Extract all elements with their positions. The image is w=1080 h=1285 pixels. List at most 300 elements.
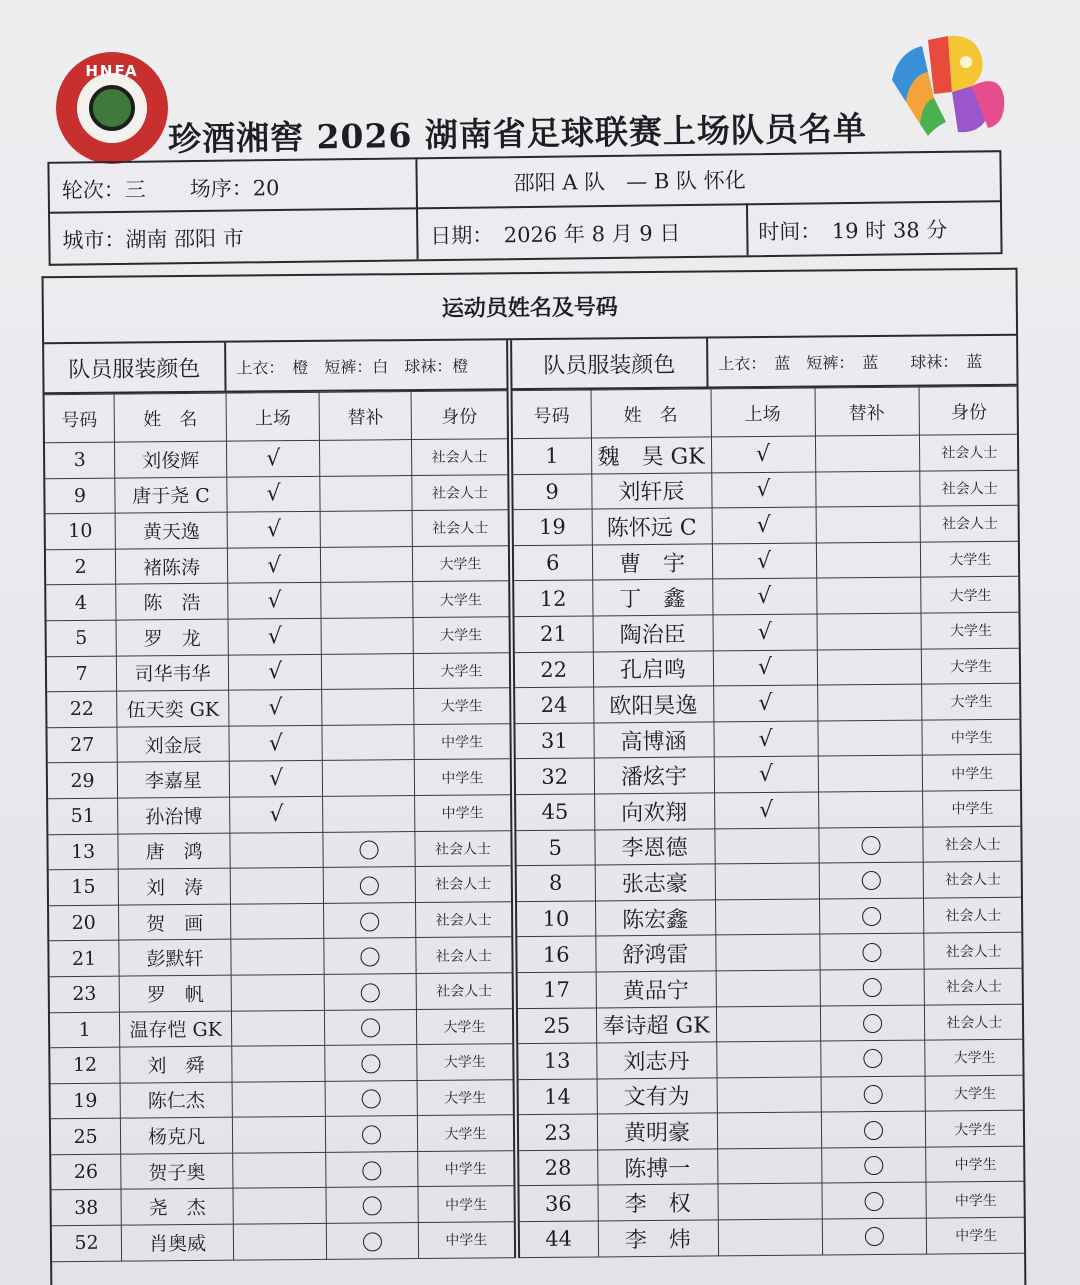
player-number: 2 — [46, 549, 116, 585]
substitute-mark-cell — [815, 471, 919, 507]
player-row — [50, 1008, 512, 1048]
circle-mark-icon — [862, 978, 881, 997]
circle-mark-icon — [863, 1049, 882, 1068]
circle-mark-icon — [863, 1121, 882, 1140]
player-row — [513, 470, 1019, 510]
team-b-header-row — [513, 386, 1019, 438]
player-status: 社会人士 — [415, 866, 511, 902]
player-row — [47, 688, 509, 728]
player-row — [516, 790, 1022, 830]
player-name: 肖奥威 — [121, 1224, 233, 1261]
substitute-mark-cell — [820, 1005, 924, 1041]
starter-check-cell — [231, 974, 325, 1010]
player-row — [516, 826, 1022, 866]
player-name: 陈怀远 C — [592, 508, 712, 545]
starter-check-cell — [715, 899, 819, 935]
player-status: 社会人士 — [416, 937, 512, 973]
starter-check-cell — [712, 578, 816, 614]
circle-mark-icon — [363, 1197, 382, 1216]
time-label: 时间： 19 时 38 分 — [758, 217, 948, 245]
player-status: 社会人士 — [416, 973, 512, 1009]
player-number: 25 — [518, 1007, 596, 1043]
player-status: 大学生 — [417, 1079, 513, 1115]
player-row — [519, 1075, 1025, 1115]
player-row — [515, 612, 1021, 652]
player-number: 44 — [520, 1221, 598, 1257]
circle-mark-icon — [360, 912, 379, 931]
player-name: 刘俊辉 — [115, 441, 227, 478]
date-label: 日期： 2026 年 8 月 9 日 — [430, 221, 681, 249]
player-status: 中学生 — [414, 795, 510, 831]
player-number: 22 — [515, 652, 593, 688]
player-row — [49, 937, 511, 977]
circle-mark-icon — [863, 1085, 882, 1104]
player-number: 9 — [513, 474, 591, 510]
substitute-mark-cell — [324, 938, 416, 974]
player-status: 社会人士 — [412, 474, 508, 510]
checkmark-icon: √ — [266, 445, 281, 472]
substitute-mark-cell — [818, 827, 922, 863]
circle-mark-icon — [862, 907, 881, 926]
player-number: 9 — [45, 478, 115, 514]
starter-check-cell — [712, 507, 816, 543]
checkmark-icon: √ — [757, 619, 772, 645]
substitute-mark-cell — [320, 511, 412, 547]
starter-check-cell — [713, 614, 817, 651]
starter-check-cell — [712, 543, 816, 579]
checkmark-icon: √ — [266, 517, 282, 543]
circle-mark-icon — [862, 1014, 881, 1033]
player-name: 刘 舜 — [120, 1046, 232, 1083]
checkmark-icon: √ — [268, 695, 283, 721]
checkmark-icon: √ — [266, 481, 281, 507]
player-row — [47, 617, 509, 657]
player-number: 12 — [514, 580, 592, 616]
player-status: 社会人士 — [920, 505, 1020, 541]
circle-mark-icon — [864, 1192, 883, 1211]
player-status: 大学生 — [920, 577, 1020, 613]
player-name: 彭默轩 — [119, 939, 231, 976]
starter-check-cell — [716, 1006, 820, 1042]
player-name: 魏 昊 GK — [591, 437, 711, 474]
page-title: 珍酒湘窖 2026 湖南省足球联赛上场队员名单 — [167, 108, 868, 159]
substitute-mark-cell — [325, 1045, 417, 1081]
checkmark-icon: √ — [759, 797, 774, 823]
team-a-roster — [44, 340, 516, 1262]
checkmark-icon: √ — [267, 623, 282, 650]
player-number: 13 — [48, 834, 118, 870]
player-status: 社会人士 — [923, 933, 1023, 969]
player-row — [46, 545, 508, 585]
col-number: 号码 — [45, 394, 115, 443]
substitute-mark-cell — [321, 618, 413, 654]
player-name: 高博涵 — [593, 722, 713, 759]
player-row — [52, 1222, 514, 1262]
starter-check-cell — [229, 761, 323, 797]
substitute-mark-cell — [325, 1009, 417, 1045]
roster-section-title: 运动员姓名及号码 — [44, 270, 1017, 344]
substitute-mark-cell — [817, 649, 921, 685]
player-row — [518, 1039, 1024, 1079]
player-row — [49, 901, 511, 941]
player-number: 28 — [519, 1150, 597, 1186]
substitute-mark-cell — [821, 1147, 925, 1184]
player-row — [514, 541, 1020, 581]
substitute-mark-cell — [322, 653, 414, 689]
starter-check-cell — [230, 903, 324, 939]
player-status: 大学生 — [413, 581, 509, 617]
player-number: 29 — [48, 762, 118, 798]
player-number: 25 — [51, 1118, 121, 1154]
circle-mark-icon — [363, 1232, 382, 1251]
player-row — [519, 1146, 1025, 1186]
substitute-mark-cell — [817, 720, 921, 757]
player-status: 大学生 — [412, 545, 508, 581]
circle-mark-icon — [361, 983, 380, 1002]
player-row — [517, 897, 1023, 937]
player-name: 陈搏一 — [597, 1149, 717, 1186]
football-icon — [89, 85, 135, 131]
starter-check-cell — [227, 512, 321, 548]
player-name: 贺子奥 — [121, 1153, 233, 1190]
player-status: 中学生 — [925, 1146, 1025, 1182]
substitute-mark-cell — [327, 1223, 419, 1259]
player-name: 李嘉星 — [117, 762, 229, 799]
player-number: 21 — [49, 940, 119, 976]
player-number: 10 — [517, 901, 595, 937]
checkmark-icon: √ — [268, 766, 284, 792]
starter-check-cell — [232, 1081, 326, 1117]
col-number: 号码 — [513, 390, 591, 439]
substitute-mark-cell — [816, 506, 920, 542]
circle-mark-icon — [360, 876, 379, 895]
player-row — [514, 577, 1020, 617]
player-number: 21 — [515, 616, 593, 652]
starter-check-cell — [713, 721, 817, 757]
player-row — [45, 439, 507, 479]
player-number: 24 — [515, 687, 593, 723]
substitute-mark-cell — [321, 546, 413, 582]
player-status: 中学生 — [925, 1182, 1025, 1218]
player-name: 李 权 — [597, 1184, 717, 1221]
checkmark-icon: √ — [267, 552, 282, 578]
player-row — [46, 581, 508, 621]
team-b-kit-colors: 上衣： 蓝 短裤： 蓝 球袜： 蓝 — [718, 351, 983, 373]
team-a-kit-row — [44, 340, 506, 394]
substitute-mark-cell — [324, 902, 416, 938]
player-status: 中学生 — [418, 1151, 514, 1187]
player-number: 45 — [516, 794, 594, 830]
starter-check-cell — [232, 1045, 326, 1081]
starter-check-cell — [231, 939, 325, 975]
player-name: 贺 画 — [119, 904, 231, 941]
team-b-table — [513, 386, 1027, 1258]
player-number: 52 — [52, 1225, 122, 1261]
player-name: 李 炜 — [598, 1220, 718, 1257]
player-number: 32 — [516, 758, 594, 794]
player-number: 19 — [514, 509, 592, 545]
player-name: 舒鸿雷 — [595, 935, 715, 972]
player-row — [45, 474, 507, 514]
circle-mark-icon — [861, 836, 880, 855]
team-b-roster — [510, 336, 1026, 1258]
player-status: 社会人士 — [919, 434, 1019, 470]
player-name: 潘炫宇 — [594, 757, 714, 794]
player-status: 中学生 — [926, 1217, 1026, 1253]
player-row — [47, 652, 509, 692]
checkmark-icon: √ — [757, 584, 772, 610]
substitute-mark-cell — [324, 867, 416, 903]
col-name: 姓 名 — [591, 389, 711, 438]
starter-check-cell — [714, 756, 818, 792]
starter-check-cell — [718, 1219, 822, 1256]
player-row — [520, 1217, 1026, 1257]
player-number: 51 — [48, 798, 118, 834]
player-status: 社会人士 — [411, 439, 507, 475]
circle-mark-icon — [361, 1019, 380, 1038]
player-status: 社会人士 — [922, 826, 1022, 862]
player-name: 陈宏鑫 — [595, 900, 715, 937]
starter-check-cell — [228, 583, 322, 619]
circle-mark-icon — [864, 1156, 883, 1175]
team-a-kit-colors: 上衣： 橙 短裤：白 球袜：橙 — [236, 356, 469, 378]
substitute-mark-cell — [819, 933, 923, 969]
player-row — [48, 759, 510, 799]
starter-check-cell — [713, 685, 817, 721]
player-status: 大学生 — [925, 1111, 1025, 1147]
starter-check-cell — [714, 828, 818, 864]
association-logo — [56, 52, 168, 164]
player-row — [518, 1004, 1024, 1044]
player-number: 10 — [46, 513, 116, 549]
circle-mark-icon — [361, 1054, 380, 1073]
player-status: 大学生 — [920, 612, 1020, 648]
player-status: 大学生 — [920, 541, 1020, 577]
player-number: 19 — [51, 1083, 121, 1119]
substitute-mark-cell — [820, 1040, 924, 1076]
checkmark-icon: √ — [758, 690, 773, 716]
player-row — [50, 973, 512, 1013]
player-name: 刘轩辰 — [591, 473, 711, 510]
substitute-mark-cell — [321, 582, 413, 618]
checkmark-icon: √ — [756, 512, 771, 539]
player-row — [519, 1111, 1025, 1151]
player-status: 社会人士 — [924, 968, 1024, 1004]
col-starter: 上场 — [226, 392, 320, 441]
player-name: 褚陈涛 — [116, 548, 228, 585]
player-name: 尧 杰 — [121, 1189, 233, 1226]
starter-check-cell — [713, 650, 817, 686]
player-name: 奉诗超 GK — [596, 1006, 716, 1043]
team-b-kit-label: 队员服装颜色 — [512, 338, 708, 388]
col-substitute: 替补 — [319, 392, 411, 441]
player-status: 社会人士 — [924, 1004, 1024, 1040]
player-name: 司华韦华 — [116, 655, 228, 692]
starter-check-cell — [230, 867, 324, 903]
player-number: 8 — [517, 865, 595, 901]
player-name: 伍天奕 GK — [117, 690, 229, 727]
player-row — [50, 1044, 512, 1084]
player-number: 27 — [47, 727, 117, 763]
player-name: 李恩德 — [594, 828, 714, 865]
player-row — [48, 830, 510, 870]
team-a-table — [45, 390, 515, 1262]
checkmark-icon: √ — [755, 441, 771, 467]
player-name: 向欢翔 — [594, 793, 714, 830]
player-name: 张志豪 — [595, 864, 715, 901]
checkmark-icon: √ — [758, 762, 774, 788]
player-number: 17 — [518, 972, 596, 1008]
player-name: 欧阳昊逸 — [593, 686, 713, 723]
player-number: 23 — [50, 976, 120, 1012]
player-status: 社会人士 — [923, 861, 1023, 897]
player-name: 黄天逸 — [115, 512, 227, 549]
player-number: 20 — [49, 905, 119, 941]
player-name: 丁 鑫 — [592, 579, 712, 616]
player-status: 大学生 — [413, 688, 509, 724]
starter-check-cell — [717, 1112, 821, 1149]
player-status: 中学生 — [922, 755, 1022, 791]
circle-mark-icon — [361, 947, 380, 966]
starter-check-cell — [229, 690, 323, 726]
substitute-mark-cell — [322, 724, 414, 760]
player-status: 社会人士 — [415, 830, 511, 866]
substitute-mark-cell — [323, 831, 415, 867]
circle-mark-icon — [862, 943, 881, 962]
player-row — [516, 755, 1022, 795]
league-logo — [888, 32, 1014, 140]
player-row — [47, 723, 509, 763]
team-a-kit-label: 队员服装颜色 — [44, 343, 226, 393]
player-row — [51, 1079, 513, 1119]
player-status: 大学生 — [921, 648, 1021, 684]
player-name: 孙治博 — [118, 797, 230, 834]
player-number: 5 — [516, 830, 594, 866]
checkmark-icon: √ — [758, 726, 773, 752]
substitute-mark-cell — [320, 440, 412, 476]
substitute-mark-cell — [326, 1116, 418, 1152]
starter-check-cell — [233, 1223, 327, 1259]
player-number: 7 — [47, 656, 117, 692]
starter-check-cell — [233, 1152, 327, 1188]
circle-mark-icon — [861, 871, 880, 890]
substitute-mark-cell — [822, 1218, 926, 1255]
starter-check-cell — [226, 440, 320, 476]
player-row — [51, 1151, 513, 1191]
col-substitute: 替补 — [815, 387, 919, 436]
starter-check-cell — [715, 934, 819, 971]
player-number: 3 — [45, 442, 115, 478]
starter-check-cell — [717, 1077, 821, 1114]
starter-check-cell — [717, 1148, 821, 1185]
player-status: 社会人士 — [923, 897, 1023, 933]
starter-check-cell — [228, 618, 322, 654]
player-row — [51, 1115, 513, 1155]
starter-check-cell — [233, 1188, 327, 1224]
player-number: 1 — [513, 438, 591, 474]
team-b-kit-row — [512, 336, 1018, 390]
player-row — [515, 648, 1021, 688]
player-status: 中学生 — [922, 790, 1022, 826]
starter-check-cell — [715, 863, 819, 899]
player-status: 社会人士 — [415, 901, 511, 937]
substitute-mark-cell — [323, 760, 415, 796]
player-name: 刘金辰 — [117, 726, 229, 763]
logo-emblem — [77, 73, 147, 143]
player-name: 文有为 — [597, 1078, 717, 1115]
player-name: 黄明豪 — [597, 1113, 717, 1150]
starter-check-cell — [229, 725, 323, 761]
col-name: 姓 名 — [114, 393, 226, 442]
substitute-mark-cell — [817, 684, 921, 721]
player-number: 4 — [46, 585, 116, 621]
substitute-mark-cell — [323, 795, 415, 831]
player-name: 陈 浩 — [116, 584, 228, 621]
checkmark-icon: √ — [268, 730, 283, 756]
substitute-mark-cell — [322, 689, 414, 725]
player-name: 曹 宇 — [592, 544, 712, 581]
player-number: 6 — [514, 545, 592, 581]
player-row — [518, 968, 1024, 1008]
checkmark-icon: √ — [269, 801, 284, 828]
player-status: 中学生 — [418, 1186, 514, 1222]
substitute-mark-cell — [821, 1183, 925, 1220]
substitute-mark-cell — [816, 542, 920, 579]
association-logo-text: HNFA — [85, 62, 139, 80]
teams-label: 邵阳 A 队 — B 队 怀化 — [513, 168, 746, 196]
circle-mark-icon — [360, 841, 379, 860]
player-row — [517, 933, 1023, 973]
substitute-mark-cell — [818, 755, 922, 791]
starter-check-cell — [716, 970, 820, 1007]
roster-table — [42, 268, 1027, 1285]
player-status: 中学生 — [414, 759, 510, 795]
player-status: 大学生 — [925, 1075, 1025, 1111]
starter-check-cell — [230, 796, 324, 832]
player-row — [515, 719, 1021, 759]
player-number: 38 — [52, 1190, 122, 1226]
player-name: 刘 涛 — [118, 868, 230, 905]
player-name: 唐于尧 C — [115, 477, 227, 514]
match-info-table — [47, 150, 1002, 266]
substitute-mark-cell — [820, 969, 924, 1005]
player-status: 大学生 — [416, 1008, 512, 1044]
player-number: 1 — [50, 1012, 120, 1048]
substitute-mark-cell — [819, 898, 923, 934]
substitute-mark-cell — [815, 435, 919, 471]
substitute-mark-cell — [817, 613, 921, 649]
player-number: 15 — [49, 869, 119, 905]
player-number: 31 — [515, 723, 593, 759]
city-label: 城市：湖南 邵阳 市 — [62, 226, 244, 253]
player-status: 大学生 — [924, 1039, 1024, 1075]
starter-check-cell — [716, 1041, 820, 1078]
checkmark-icon: √ — [268, 659, 283, 685]
player-row — [513, 434, 1019, 474]
player-row — [49, 866, 511, 906]
player-status: 大学生 — [413, 652, 509, 688]
round-label: 轮次：三 — [61, 177, 146, 203]
player-row — [514, 505, 1020, 545]
substitute-mark-cell — [326, 1151, 418, 1187]
player-name: 陈仁杰 — [120, 1082, 232, 1119]
circle-mark-icon — [362, 1125, 381, 1144]
player-status: 社会人士 — [412, 510, 508, 546]
player-number: 26 — [51, 1154, 121, 1190]
circle-mark-icon — [362, 1161, 381, 1180]
player-status: 大学生 — [921, 683, 1021, 719]
player-name: 罗 龙 — [116, 619, 228, 656]
